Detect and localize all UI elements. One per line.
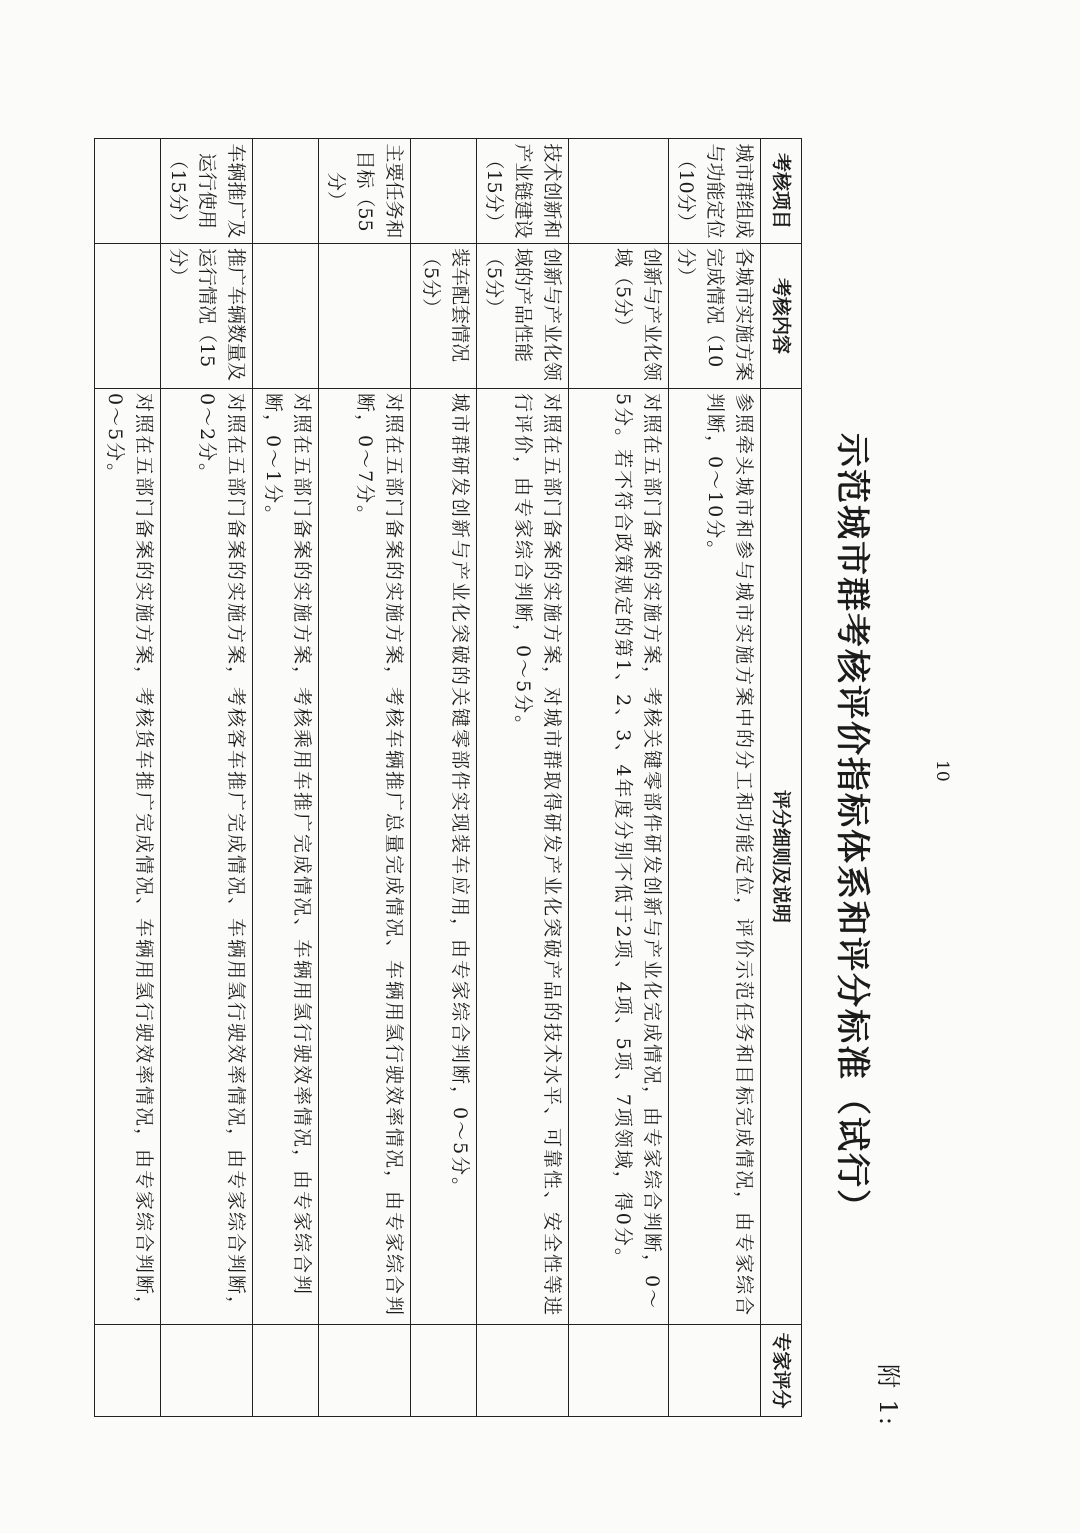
item-cell (569, 139, 669, 244)
item-cell: 技术创新和产业链建设（15分） (477, 139, 569, 244)
header-desc: 评分细则及说明 (761, 389, 802, 1325)
desc-cell: 对照在五部门备案的实施方案，考核乘用车推广完成情况、车辆用氢行驶效率情况，由专家综合判断，0～1分。 (253, 389, 319, 1325)
desc-cell: 对照在五部门备案的实施方案，考核车辆推广总量完成情况、车辆用氢行驶效率情况，由专家综合判断，0～7分。 (319, 389, 411, 1325)
content-cell: 创新与产业化领域（5分） (569, 244, 669, 389)
item-cell: 主要任务和目标（55分） (319, 139, 411, 244)
content-cell (253, 244, 319, 389)
table-row (477, 139, 569, 1417)
content-cell (95, 244, 161, 389)
score-cell[interactable] (569, 1325, 669, 1417)
content-cell: 装车配套情况（5分） (411, 244, 477, 389)
score-cell[interactable] (411, 1325, 477, 1417)
score-cell[interactable] (161, 1325, 253, 1417)
evaluation-table (94, 138, 802, 1417)
table-row (411, 139, 477, 1417)
annex-label: 附 1: (874, 1364, 902, 1427)
header-content: 考核内容 (761, 244, 802, 389)
score-cell[interactable] (95, 1325, 161, 1417)
table-row (161, 139, 253, 1417)
desc-cell: 对照在五部门备案的实施方案，考核货车推广完成情况、车辆用氢行驶效率情况，由专家综合判断，0～5分。 (95, 389, 161, 1325)
desc-cell: 对照在五部门备案的实施方案，考核客车推广完成情况、车辆用氢行驶效率情况，由专家综合判断，0～2分。 (161, 389, 253, 1325)
item-cell (253, 139, 319, 244)
header-score: 专家评分 (761, 1325, 802, 1417)
desc-cell: 对照在五部门备案的实施方案，考核关键零部件研发创新与产业化完成情况，由专家综合判断，0～5分。若不符合政策规定的第1、2、3、4年度分别不低于2项、4项、5项、7项领域，得0分。 (569, 389, 669, 1325)
page-number: 10 (932, 760, 952, 782)
item-cell: 城市群组成与功能定位（10分） (669, 139, 761, 244)
table-row (319, 139, 411, 1417)
table-row (95, 139, 161, 1417)
desc-cell: 对照在五部门备案的实施方案，对城市群取得研发产业化突破产品的技术水平、可靠性、安全性等进行评价，由专家综合判断，0～5分。 (477, 389, 569, 1325)
table-row (669, 139, 761, 1417)
desc-cell: 参照牵头城市和参与城市实施方案中的分工和功能定位，评价示范任务和目标完成情况，由专家综合判断，0～10分。 (669, 389, 761, 1325)
desc-cell: 城市群研发创新与产业化突破的关键零部件实现装车应用，由专家综合判断，0～5分。 (411, 389, 477, 1325)
content-cell (319, 244, 411, 389)
item-cell (411, 139, 477, 244)
document-title: 示范城市群考核评价指标体系和评分标准（试行） (832, 433, 872, 1225)
score-cell[interactable] (319, 1325, 411, 1417)
item-cell: 车辆推广及运行使用（15分） (161, 139, 253, 244)
table-header-row (761, 139, 802, 1417)
score-cell[interactable] (477, 1325, 569, 1417)
content-cell: 创新与产业化领域的产品性能（5分） (477, 244, 569, 389)
score-cell[interactable] (253, 1325, 319, 1417)
table-row (569, 139, 669, 1417)
content-cell: 推广车辆数量及运行情况（15分） (161, 244, 253, 389)
content-cell: 各城市实施方案完成情况（10分） (669, 244, 761, 389)
table-row (253, 139, 319, 1417)
score-cell[interactable] (669, 1325, 761, 1417)
item-cell (95, 139, 161, 244)
header-item: 考核项目 (761, 139, 802, 244)
